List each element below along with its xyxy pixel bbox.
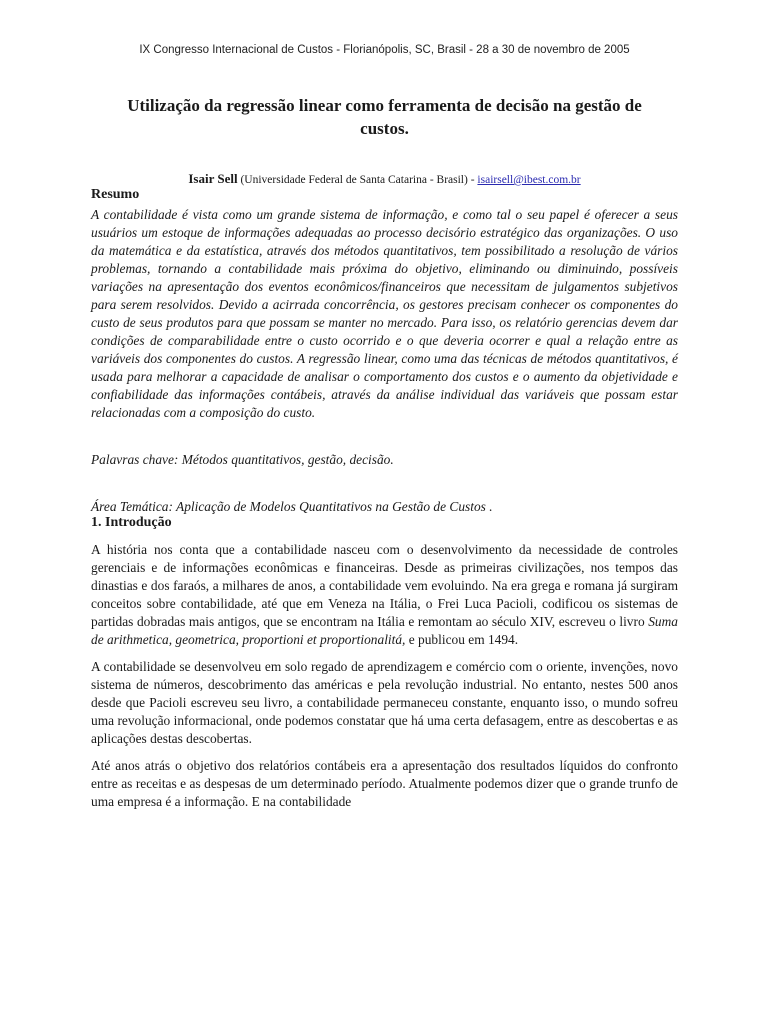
book-title: Suma de arithmetica, geometrica, proportioni et proportionalitá,	[91, 614, 678, 647]
abstract-text: A contabilidade é vista como um grande sistema de informação, e como tal o seu papel é oferecer a seus usuários um estoque de informações adequadas ao processo decisório estratégico das organizações. O uso da matemática e da estatística, através dos métodos quantitativos, tem possibilitado a resolução de vários problemas, tornando a contabilidade mais próxima do objetivo, eliminando ou diminuindo, possíveis variações na apresentação dos eventos econômicos/financeiros que necessitam de julgamentos subjetivos para serem resolvidos. Devido a acirrada concorrência, os gestores precisam conhecer os componentes do custo de seus produtos para que possam se manter no mercado. Para isso, os relatório gerencias devem dar condições de comparabilidade entre o custo ocorrido e o que deveria ocorrer e qual a relação entre as variáveis dos componentes do custos. A regressão linear, como uma das técnicas de métodos quantitativos, é usada para melhorar a capacidade de analisar o comportamento dos custos e o aumento da objetividade e confiabilidade das informações contábeis, através da análise individual das variáveis que possam estar relacionadas com a composição do custo.	[91, 207, 678, 420]
paper-title: Utilização da regressão linear como ferramenta de decisão na gestão de custos.	[127, 96, 642, 138]
author-email-link[interactable]: isairsell@ibest.com.br	[477, 174, 581, 186]
abstract-heading: Resumo	[91, 187, 140, 202]
intro-paragraph-2: A contabilidade se desenvolveu em solo regado de aprendizagem e comércio com o oriente, invenções, novo sistema de números, descobrimento das américas e pela revolução industrial. No entanto, nestes 500 anos desde que Pacioli escreveu seu livro, a contabilidade permaneceu constante, enquanto isso, o mundo sofreu uma revolução informacional, onde podemos constatar que há uma certa defasagem, entre as descobertas e as aplicações destas descobertas.	[91, 659, 678, 746]
intro-paragraph-1	[91, 541, 678, 649]
introduction-heading: 1. Introdução	[91, 515, 172, 530]
author-affiliation: (Universidade Federal de Santa Catarina - Brasil) -	[237, 174, 478, 186]
author-line	[91, 171, 678, 187]
intro-p1-end: e publicou em 1494.	[405, 632, 519, 647]
author-name: Isair Sell	[188, 171, 238, 186]
intro-p1-text: A história nos conta que a contabilidade nasceu com o desenvolvimento da necessidade de controles gerenciais e de informações econômicas e financeiras. Desde as primeiras civilizações, nos tempos das dinastias e dos faraós, a milhares de anos, a contabilidade vem evoluindo. Na era grega e romana já surgiram conceitos sobre contabilidade, até que em Veneza na Itália, o Frei Luca Pacioli, codificou os sistemas de partidas dobradas mais antigos, que se encontram na Itália e remontam ao século XIV, escreveu o livro	[91, 542, 678, 629]
keywords: Palavras chave: Métodos quantitativos, gestão, decisão.	[91, 452, 394, 467]
thematic-area: Área Temática: Aplicação de Modelos Quantitativos na Gestão de Custos .	[91, 499, 493, 514]
intro-paragraph-3: Até anos atrás o objetivo dos relatórios contábeis era a apresentação dos resultados líquidos do confronto entre as receitas e as despesas de um determinado período. Atualmente podemos dizer que o grande trunfo de uma empresa é a informação. E na contabilidade	[91, 758, 678, 809]
running-header: IX Congresso Internacional de Custos - Florianópolis, SC, Brasil - 28 a 30 de novembro de 2005	[139, 44, 630, 56]
